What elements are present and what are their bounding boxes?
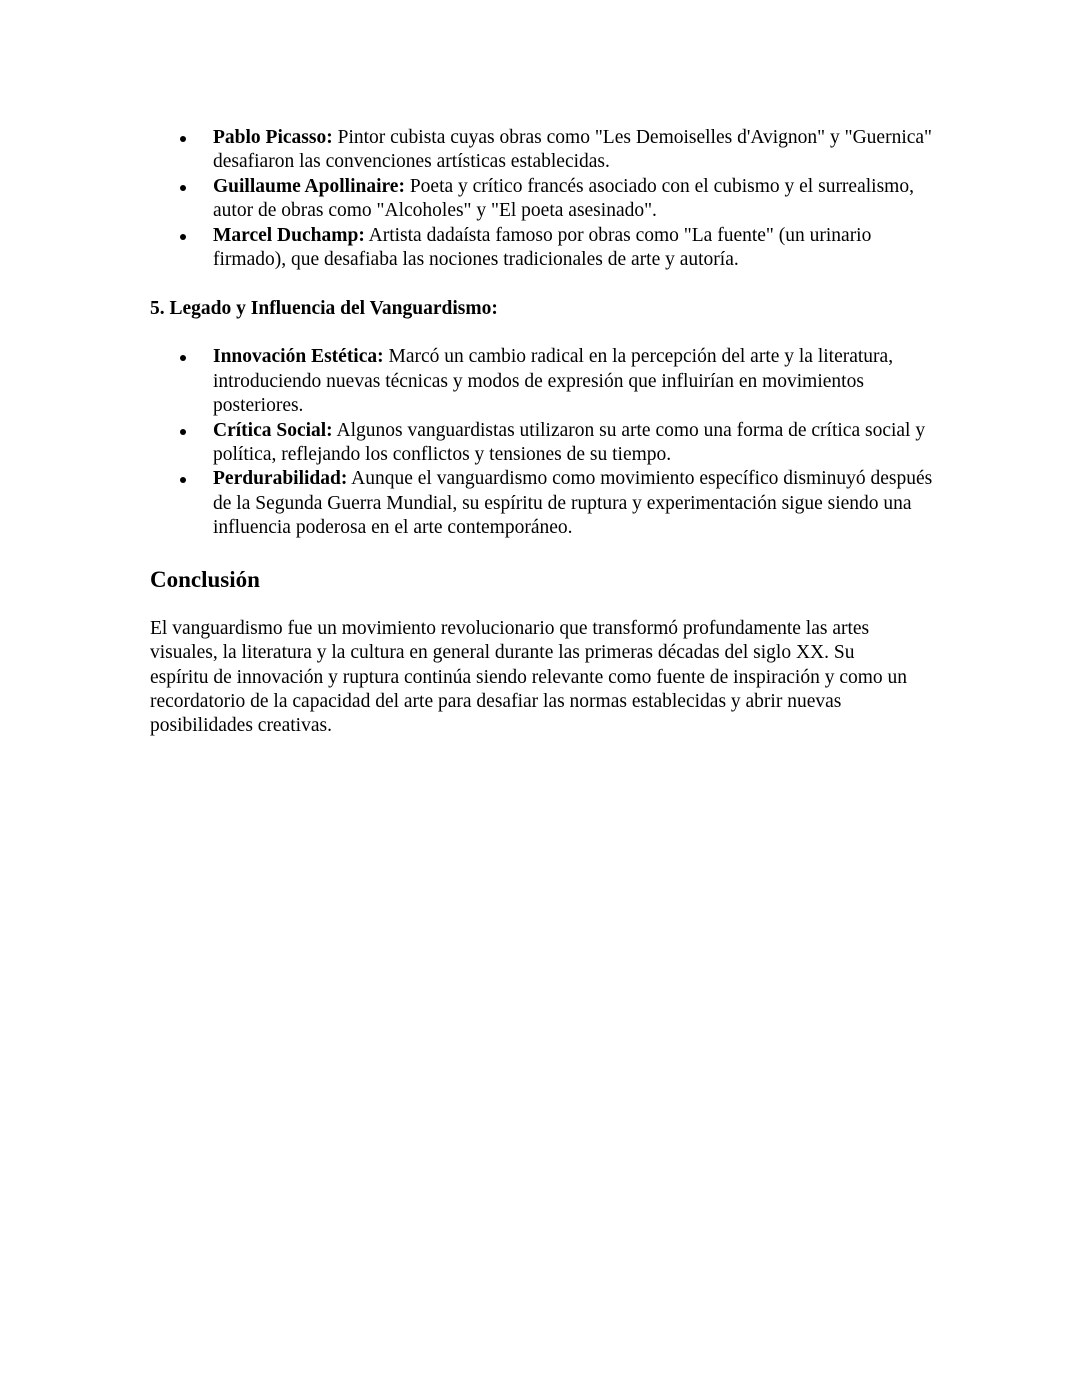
bullet-icon bbox=[180, 234, 186, 240]
item-term: Crítica Social: bbox=[213, 419, 333, 441]
list-item bbox=[150, 175, 940, 224]
item-term: Innovación Estética: bbox=[213, 346, 384, 368]
list-item bbox=[150, 224, 940, 273]
item-text: Marcó un cambio radical en la percepción del arte y la literatura, introduciendo nuevas técnicas y modos de expresión que influirían en movimientos posteriores. bbox=[213, 346, 894, 417]
artists-list bbox=[150, 126, 940, 272]
conclusion-heading: Conclusión bbox=[150, 566, 260, 592]
list-item bbox=[150, 467, 940, 540]
section-heading: 5. Legado y Influencia del Vanguardismo: bbox=[150, 298, 498, 320]
bullet-icon bbox=[180, 477, 186, 483]
item-term: Marcel Duchamp: bbox=[213, 224, 365, 246]
bullet-icon bbox=[180, 136, 186, 142]
list-item bbox=[150, 126, 940, 175]
item-term: Perdurabilidad: bbox=[213, 468, 348, 490]
conclusion-paragraph: El vanguardismo fue un movimiento revolucionario que transformó profundamente las artes visuales, la literatura y la cultura en general durante las primeras décadas del siglo XX. Su espíritu de innovación y ruptura continúa siendo relevante como fuente de inspiración y como un recordatorio de la capacidad del arte para desafiar las normas establecidas y abrir nuevas posibilidades creativas. bbox=[150, 617, 908, 737]
item-term: Pablo Picasso: bbox=[213, 127, 333, 148]
document-page bbox=[150, 126, 940, 739]
list-item bbox=[150, 419, 940, 468]
item-text: Aunque el vanguardismo como movimiento específico disminuyó después de la Segunda Guerra Mundial, su espíritu de ruptura y experimentación sigue siendo una influencia poderosa en el arte contemporáneo. bbox=[213, 468, 933, 539]
item-text: Pintor cubista cuyas obras como "Les Demoiselles d'Avignon" y "Guernica" desafiaron las convenciones artísticas establecidas. bbox=[213, 127, 933, 173]
legacy-list bbox=[150, 345, 940, 540]
item-text: Algunos vanguardistas utilizaron su arte como una forma de crítica social y política, reflejando los conflictos y tensiones de su tiempo. bbox=[213, 419, 926, 466]
bullet-icon bbox=[180, 185, 186, 191]
bullet-icon bbox=[180, 355, 186, 361]
list-item bbox=[150, 345, 940, 418]
item-text: Artista dadaísta famoso por obras como "La fuente" (un urinario firmado), que desafiaba las nociones tradicionales de arte y autoría. bbox=[213, 224, 872, 271]
bullet-icon bbox=[180, 429, 186, 435]
item-text: Poeta y crítico francés asociado con el cubismo y el surrealismo, autor de obras como "Alcoholes" y "El poeta asesinado". bbox=[213, 175, 914, 222]
item-term: Guillaume Apollinaire: bbox=[213, 175, 405, 197]
